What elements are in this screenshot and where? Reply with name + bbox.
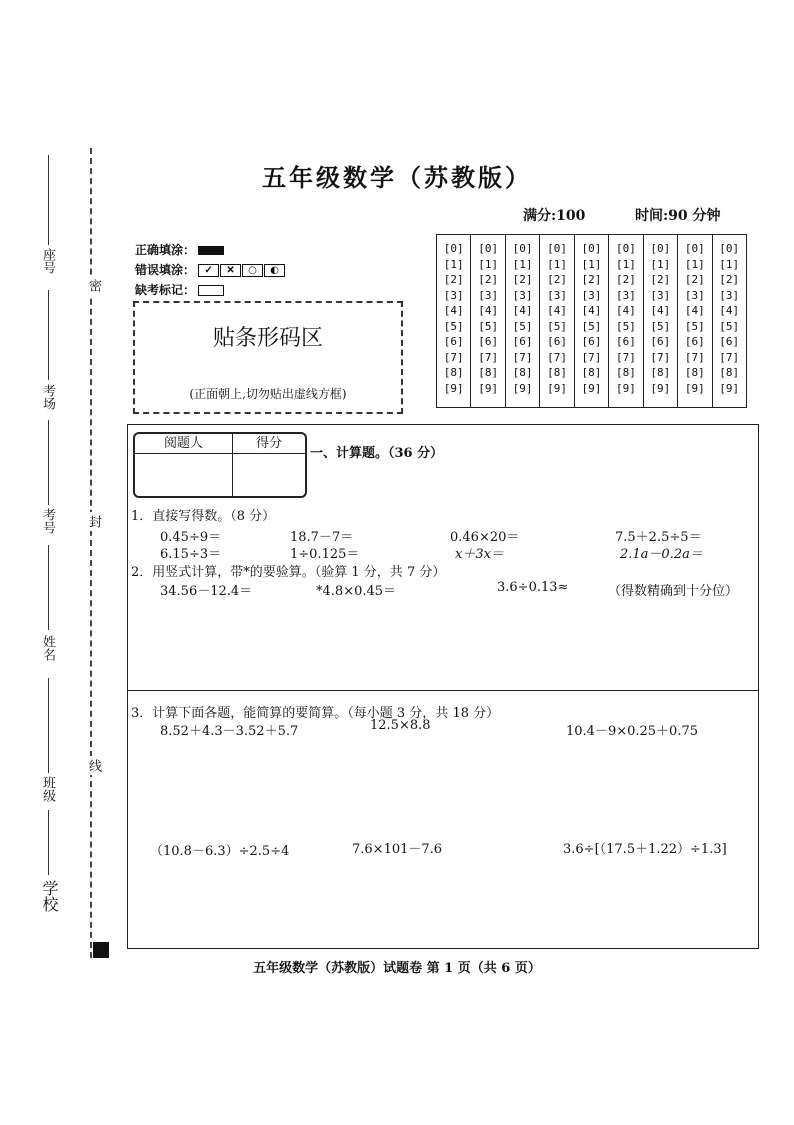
digit-bubble[interactable]: [5] (512, 319, 533, 333)
digit-bubble[interactable]: [0] (478, 242, 499, 255)
legend-wrong-label: 错误填涂： (135, 263, 196, 277)
digit-bubble[interactable]: [9] (443, 381, 464, 395)
digit-bubble[interactable]: [0] (684, 242, 705, 255)
digit-bubble[interactable]: [0] (443, 242, 464, 255)
legend-correct (135, 241, 224, 258)
digit-bubble[interactable]: [3] (512, 288, 533, 302)
digit-bubble[interactable]: [1] (719, 257, 740, 271)
seal-char-mi: 密 (84, 276, 103, 295)
bubble-column (677, 234, 711, 408)
corner-alignment-mark (93, 942, 109, 958)
seal-char-feng: 封 (84, 512, 103, 531)
digit-bubble[interactable]: [2] (581, 273, 602, 286)
digit-bubble[interactable]: [7] (512, 350, 533, 364)
digit-bubble[interactable]: [5] (684, 319, 705, 333)
digit-bubble[interactable]: [7] (684, 350, 705, 364)
q1-label: 1．直接写得数。（8 分） (131, 509, 276, 524)
q3-item: 7.6×101－7.6 (352, 842, 443, 857)
digit-bubble[interactable]: [0] (581, 242, 602, 255)
exam-no-line (48, 420, 49, 505)
bubble-column (505, 234, 539, 408)
digit-bubble[interactable]: [7] (443, 350, 464, 364)
digit-bubble[interactable]: [6] (684, 335, 705, 348)
digit-bubble[interactable]: [2] (547, 273, 567, 286)
legend-correct-label: 正确填涂： (135, 243, 196, 257)
digit-bubble[interactable]: [1] (615, 257, 636, 271)
digit-bubble[interactable]: [6] (650, 335, 671, 348)
digit-bubble[interactable]: [2] (684, 273, 705, 286)
digit-bubble[interactable]: [2] (478, 273, 499, 286)
q3-item: 10.4－9×0.25＋0.75 (566, 724, 698, 739)
class-line (48, 678, 49, 773)
label-name: 姓名 (40, 635, 55, 661)
digit-bubble[interactable]: [4] (512, 304, 533, 317)
grader-cell[interactable] (135, 454, 233, 496)
digit-bubble[interactable]: [5] (547, 319, 567, 333)
correct-fill-sample (198, 246, 224, 255)
bubble-column (712, 234, 747, 408)
digit-bubble[interactable]: [0] (615, 242, 636, 255)
wrong-mark-circle: ○ (242, 264, 263, 277)
q2-label: 2．用竖式计算，带*的要验算。（验算 1 分，共 7 分） (131, 565, 446, 580)
digit-bubble[interactable]: [2] (719, 273, 740, 286)
bubble-column (436, 234, 470, 408)
digit-bubble[interactable]: [7] (615, 350, 636, 364)
digit-bubble[interactable]: [4] (650, 304, 671, 317)
q1-item: 2.1a－0.2a＝ (620, 547, 703, 562)
q3-item: 8.52＋4.3－3.52＋5.7 (160, 724, 299, 739)
digit-bubble[interactable]: [5] (650, 319, 671, 333)
digit-bubble[interactable]: [9] (547, 381, 567, 395)
bubble-column (574, 234, 608, 408)
digit-bubble[interactable]: [1] (478, 257, 499, 271)
digit-bubble[interactable]: [6] (512, 335, 533, 348)
grader-header: 阅题人 (135, 434, 233, 454)
full-score: 满分:100 (523, 208, 586, 224)
student-id-bubble-grid (436, 234, 747, 408)
q3-item: 12.5×8.8 (370, 718, 431, 733)
digit-bubble[interactable]: [2] (615, 273, 636, 286)
digit-bubble[interactable]: [6] (615, 335, 636, 348)
barcode-area (133, 301, 403, 414)
digit-bubble[interactable]: [7] (547, 350, 567, 364)
digit-bubble[interactable]: [6] (443, 335, 464, 348)
q1-item: 7.5＋2.5÷5＝ (615, 530, 702, 545)
bubble-column (608, 234, 642, 408)
wrong-mark-cross: ✕ (220, 264, 241, 277)
wrong-fill-samples (198, 264, 285, 277)
digit-bubble[interactable]: [6] (547, 335, 567, 348)
bubble-column (643, 234, 677, 408)
digit-bubble[interactable]: [0] (650, 242, 671, 255)
digit-bubble[interactable]: [3] (684, 288, 705, 302)
q1-item: 18.7－7＝ (290, 530, 354, 545)
digit-bubble[interactable]: [3] (547, 288, 567, 302)
digit-bubble[interactable]: [5] (615, 319, 636, 333)
name-line (48, 545, 49, 630)
digit-bubble[interactable]: [9] (512, 381, 533, 395)
digit-bubble[interactable]: [2] (650, 273, 671, 286)
q2-note: （得数精确到十分位） (608, 584, 739, 599)
digit-bubble[interactable]: [4] (719, 304, 740, 317)
digit-bubble[interactable]: [1] (684, 257, 705, 271)
digit-bubble[interactable]: [2] (443, 273, 464, 286)
label-exam-room: 考场 (40, 384, 55, 410)
section-frame (127, 424, 759, 949)
digit-bubble[interactable]: [7] (719, 350, 740, 364)
digit-bubble[interactable]: [3] (615, 288, 636, 302)
bubble-column (470, 234, 504, 408)
digit-bubble[interactable]: [5] (443, 319, 464, 333)
q1-item: 6.15÷3＝ (160, 547, 222, 562)
digit-bubble[interactable]: [4] (547, 304, 567, 317)
digit-bubble[interactable]: [5] (581, 319, 602, 333)
label-class: 班级 (40, 776, 55, 802)
digit-bubble[interactable]: [9] (478, 381, 499, 395)
q1-item: 0.46×20＝ (450, 530, 520, 545)
q3-item: 3.6÷[（17.5＋1.22）÷1.3] (563, 842, 727, 857)
digit-bubble[interactable]: [6] (581, 335, 602, 348)
legend-wrong (135, 261, 285, 278)
digit-bubble[interactable]: [7] (581, 350, 602, 364)
legend-absent-label: 缺考标记： (135, 283, 196, 297)
q2-item: *4.8×0.45＝ (316, 584, 397, 599)
digit-bubble[interactable]: [3] (443, 288, 464, 302)
room-line (48, 290, 49, 380)
wrong-mark-half: ◐ (264, 264, 285, 277)
digit-bubble[interactable]: [7] (478, 350, 499, 364)
digit-bubble[interactable]: [0] (719, 242, 740, 255)
digit-bubble[interactable]: [8] (512, 366, 533, 379)
q3-label: 3．计算下面各题，能简算的要简算。（每小题 3 分，共 18 分） (131, 706, 500, 721)
digit-bubble[interactable]: [7] (650, 350, 671, 364)
digit-bubble[interactable]: [8] (719, 366, 740, 379)
digit-bubble[interactable]: [8] (581, 366, 602, 379)
digit-bubble[interactable]: [3] (478, 288, 499, 302)
digit-bubble[interactable]: [9] (615, 381, 636, 395)
digit-bubble[interactable]: [1] (581, 257, 602, 271)
section-heading: 一、计算题。（36 分） (310, 446, 444, 461)
label-seat-number: 座号 (40, 248, 55, 274)
q2-item: 3.6÷0.13≈ (497, 580, 569, 595)
digit-bubble[interactable]: [2] (512, 273, 533, 286)
score-cell[interactable] (233, 454, 305, 496)
digit-bubble[interactable]: [4] (478, 304, 499, 317)
digit-bubble[interactable]: [4] (581, 304, 602, 317)
q2-item: 34.56－12.4＝ (160, 584, 253, 599)
exam-time: 时间:90 分钟 (635, 208, 721, 224)
digit-bubble[interactable]: [4] (684, 304, 705, 317)
digit-bubble[interactable]: [5] (719, 319, 740, 333)
q1-item: 0.45÷9＝ (160, 530, 222, 545)
q3-item: （10.8－6.3）÷2.5÷4 (150, 844, 290, 859)
digit-bubble[interactable]: [9] (719, 381, 740, 395)
digit-bubble[interactable]: [6] (719, 335, 740, 348)
digit-bubble[interactable]: [9] (650, 381, 671, 395)
bubble-column (539, 234, 573, 408)
digit-bubble[interactable]: [8] (615, 366, 636, 379)
legend-absent (135, 281, 224, 298)
digit-bubble[interactable]: [1] (512, 257, 533, 271)
digit-bubble[interactable]: [3] (719, 288, 740, 302)
score-header: 得分 (233, 434, 305, 454)
digit-bubble[interactable]: [4] (443, 304, 464, 317)
exam-title: 五年级数学（苏教版） (262, 163, 532, 192)
digit-bubble[interactable]: [3] (581, 288, 602, 302)
digit-bubble[interactable]: [1] (547, 257, 567, 271)
digit-bubble[interactable]: [8] (443, 366, 464, 379)
digit-bubble[interactable]: [0] (512, 242, 533, 255)
digit-bubble[interactable]: [1] (650, 257, 671, 271)
digit-bubble[interactable]: [4] (615, 304, 636, 317)
score-table (133, 432, 307, 498)
barcode-note: (正面朝上,切勿贴出虚线方框) (189, 387, 347, 401)
binding-dashed-line (90, 148, 92, 958)
section-divider (127, 690, 759, 691)
label-school: 学校 (40, 880, 59, 912)
digit-bubble[interactable]: [8] (650, 366, 671, 379)
label-exam-number: 考号 (40, 508, 55, 534)
seal-char-xian: 线 (84, 756, 103, 775)
digit-bubble[interactable]: [8] (478, 366, 499, 379)
q1-item: x＋3x＝ (455, 547, 504, 562)
absent-checkbox[interactable] (198, 285, 224, 296)
digit-bubble[interactable]: [8] (684, 366, 705, 379)
digit-bubble[interactable]: [8] (547, 366, 567, 379)
digit-bubble[interactable]: [9] (581, 381, 602, 395)
seat-line (48, 155, 49, 245)
barcode-title: 贴条形码区 (212, 326, 323, 351)
digit-bubble[interactable]: [9] (684, 381, 705, 395)
digit-bubble[interactable]: [5] (478, 319, 499, 333)
q1-item: 1÷0.125＝ (290, 547, 360, 562)
page-footer: 五年级数学（苏教版）试题卷 第 1 页（共 6 页） (253, 961, 541, 976)
digit-bubble[interactable]: [1] (443, 257, 464, 271)
digit-bubble[interactable]: [6] (478, 335, 499, 348)
digit-bubble[interactable]: [0] (547, 242, 567, 255)
digit-bubble[interactable]: [3] (650, 288, 671, 302)
school-line (48, 810, 49, 875)
wrong-mark-check: ✓ (198, 264, 219, 277)
